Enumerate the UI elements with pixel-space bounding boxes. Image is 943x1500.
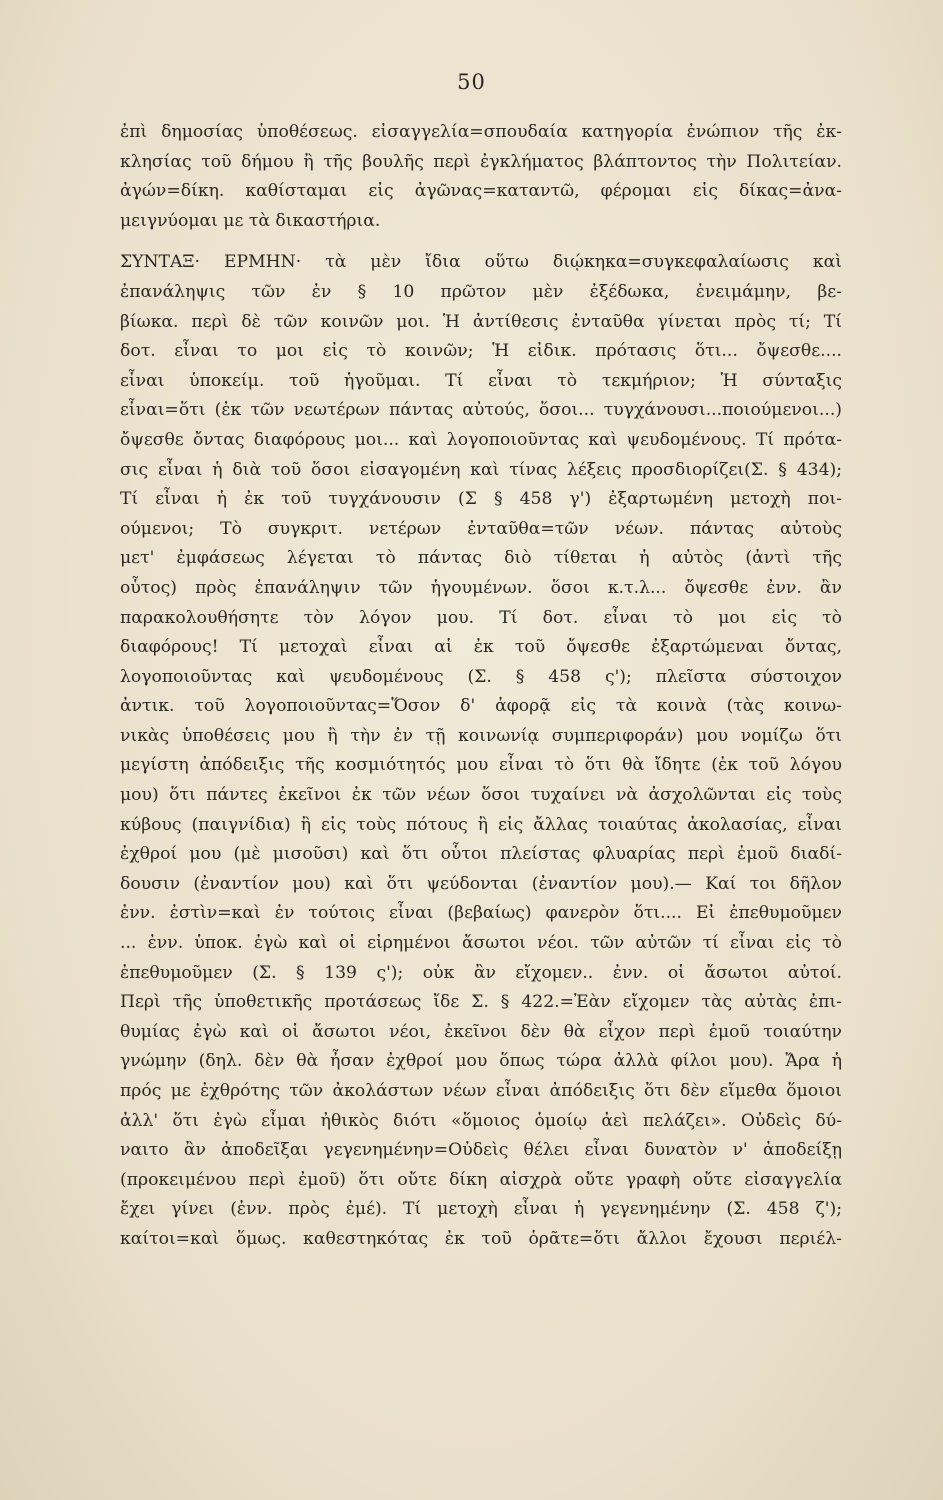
text-line: λογοποιοῦντας καὶ ψευδομένους (Σ. § 458 ς'); πλεῖστα σύστοιχον [120,666,842,687]
text-line: μεγίστη ἀπόδειξις τῆς κοσμιότητός μου εἶναι τὸ ὅτι θὰ ἴδητε (ἐκ τοῦ λόγου [120,755,842,776]
text-line: σις εἶναι ἡ διὰ τοῦ ὅσοι εἰσαγομένη καὶ τίνας λέξεις προσδιορίζει(Σ. § 434); [120,459,842,480]
text-line: δοτ. εἶναι το μοι εἰς τὸ κοινῶν; Ἡ εἰδικ. πρότασις ὅτι... ὄψεσθε.... [120,341,842,362]
text-line: γνώμην (δηλ. δὲν θὰ ἦσαν ἐχθροί μου ὅπως τώρα ἀλλὰ φίλοι μου). Ἄρα ἡ [120,1051,842,1072]
text-line: κύβους (παιγνίδια) ἢ εἰς τοὺς πότους ἢ εἰς ἄλλας τοιαύτας ἀκολασίας, εἶναι [120,814,842,835]
text-line: δουσιν (ἐναντίον μου) καὶ ὅτι ψεύδονται (ἐναντίον μου).— Καί τοι δῆλον [120,873,842,894]
text-line: ούμενοι; Τὸ συγκριτ. νετέρων ἐνταῦθα=τῶν νέων. πάντας αὐτοὺς [120,518,842,539]
text-line: ἀντικ. τοῦ λογοποιοῦντας=Ὅσον δ' ἀφορᾷ εἰς τὰ κοινὰ (τὰς κοινω- [120,696,842,717]
text-line: βίωκα. περὶ δὲ τῶν κοινῶν μοι. Ἡ ἀντίθεσις ἐνταῦθα γίνεται πρὸς τί; Τί [120,311,842,332]
text-line: ἐπεθυμοῦμεν (Σ. § 139 ς'); οὐκ ἂν εἴχομεν.. ἐνν. οἱ ἄσωτοι αὐτοί. [120,962,842,983]
text-line: ναιτο ἂν ἀποδεῖξαι γεγενημένην=Οὐδεὶς θέλει εἶναι δυνατὸν ν' ἀποδείξῃ [120,1140,842,1161]
text-line: εἶναι=ὅτι (ἐκ τῶν νεωτέρων πάντας αὐτούς, ὅσοι... τυγχάνουσι...ποιούμενοι...) [120,400,842,421]
section-heading-line: ΣΥΝΤΑΞ· ΕΡΜΗΝ· τὰ μὲν ἴδια οὕτω διῴκηκα=συγκεφαλαίωσις καὶ [120,252,842,273]
text-line: ἀλλ' ὅτι ἐγὼ εἶμαι ἠθικὸς διότι «ὅμοιος ὁμοίῳ ἀεὶ πελάζει». Οὐδεὶς δύ- [120,1110,842,1131]
text-line: καίτοι=καὶ ὅμως. καθεστηκότας ἐκ τοῦ ὁρᾶτε=ὅτι ἄλλοι ἔχουσι περιέλ- [120,1228,842,1249]
text-line: ἐπὶ δημοσίας ὑποθέσεως. εἰσαγγελία=σπουδαία κατηγορία ἐνώπιον τῆς ἐκ- [120,122,842,142]
text-line: ὄψεσθε ὄντας διαφόρους μοι... καὶ λογοποιοῦντας καὶ ψευδομένους. Τί πρότα- [120,429,842,450]
body-text [120,118,842,1255]
text-line: παρακολουθήσητε τὸν λόγον μου. Τί δοτ. εἶναι τὸ μοι εἰς τὸ [120,607,842,628]
text-line: νικὰς ὑποθέσεις μου ἢ τὴν ἐν τῇ κοινωνίᾳ συμπεριφοράν) μου νομίζω ὅτι [120,725,842,746]
text-line: πρός με ἐχθρότης τῶν ἀκολάστων νέων εἶναι ἀπόδειξις ὅτι δὲν εἴμεθα ὅμοιοι [120,1081,842,1101]
text-line: μειγνύομαι με τὰ δικαστήρια. [120,210,381,231]
text-line: ἐπανάληψις τῶν ἐν § 10 πρῶτον μὲν ἐξέδωκα, ἐνειμάμην, βε- [120,281,842,302]
text-line: ... ἐνν. ὑποκ. ἐγὼ καὶ οἱ εἰρημένοι ἄσωτοι νέοι. τῶν αὐτῶν τί εἶναι εἰς τὸ [120,933,842,954]
text-line: ἐνν. ἐστὶν=καὶ ἐν τούτοις εἶναι (βεβαίως) φανερὸν ὅτι.... Εἰ ἐπεθυμοῦμεν [120,903,842,924]
page-number: 50 [457,70,486,94]
text-line: θυμίας ἐγὼ καὶ οἱ ἄσωτοι νέοι, ἐκεῖνοι δὲν θὰ εἶχον περὶ ἐμοῦ τοιαύτην [120,1021,842,1042]
text-line: ἔχει γίνει (ἐνν. πρὸς ἐμέ). Τί μετοχὴ εἶναι ἡ γεγενημένην (Σ. 458 ζ'); [120,1199,842,1220]
text-line: κλησίας τοῦ δήμου ἢ τῆς βουλῆς περὶ ἐγκλήματος βλάπτοντος τὴν Πολιτείαν. [120,151,842,172]
text-line: Περὶ τῆς ὑποθετικῆς προτάσεως ἴδε Σ. § 422.=Ἐὰν εἴχομεν τὰς αὐτὰς ἐπι- [120,992,842,1013]
text-line: διαφόρους! Τί μετοχαὶ εἶναι αἱ ἐκ τοῦ ὄψεσθε ἐξαρτώμεναι ὄντας, [120,637,842,658]
text-line: μετ' ἐμφάσεως λέγεται τὸ πάντας διὸ τίθεται ἡ αὐτὸς (ἀντὶ τῆς [120,548,842,569]
text-line: οὗτος) πρὸς ἐπανάληψιν τῶν ἡγουμένων. ὅσοι κ.τ.λ... ὄψεσθε ἐνν. ἂν [120,577,842,598]
text-line: ἀγών=δίκη. καθίσταμαι εἰς ἀγῶνας=καταντῶ, φέρομαι εἰς δίκας=ἀνα- [120,181,842,202]
text-line: μου) ὅτι πάντες ἐκεῖνοι ἐκ τῶν νέων ὅσοι τυχαίνει νὰ ἀσχολῶνται εἰς τοὺς [120,785,842,806]
text-line: ἐχθροί μου (μὲ μισοῦσι) καὶ ὅτι οὗτοι πλείστας φλυαρίας περὶ ἐμοῦ διαδί- [120,844,842,865]
text-line: (προκειμένου περὶ ἐμοῦ) ὅτι οὔτε δίκη αἰσχρὰ οὔτε γραφὴ οὔτε εἰσαγγελία [120,1169,842,1190]
text-line: εἶναι ὑποκείμ. τοῦ ἡγοῦμαι. Τί εἶναι τὸ τεκμήριον; Ἡ σύνταξις [120,370,842,391]
text-line: Τί εἶναι ἡ ἐκ τοῦ τυγχάνουσιν (Σ § 458 γ') ἐξαρτωμένη μετοχὴ ποι- [120,489,842,510]
